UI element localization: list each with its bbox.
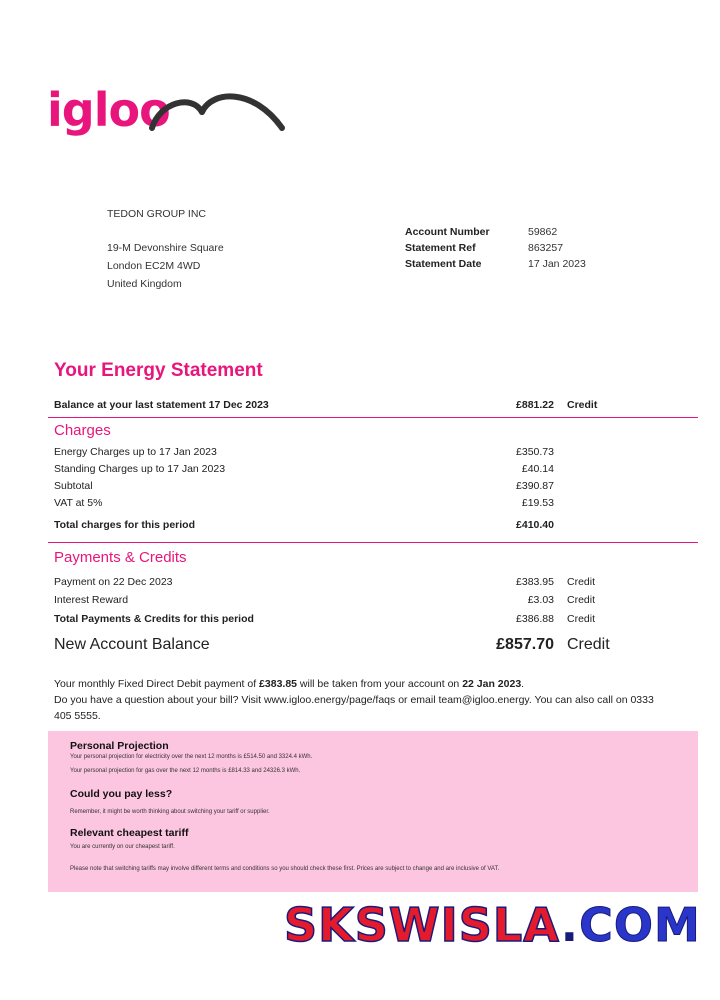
- charges-heading: Charges: [54, 422, 111, 439]
- watermark: [284, 898, 701, 952]
- payments-heading: Payments & Credits: [54, 549, 187, 566]
- row-amount: £19.53: [521, 497, 554, 509]
- statement-title: Your Energy Statement: [54, 360, 263, 381]
- watermark-dot: .: [560, 898, 580, 952]
- tariff-text: You are currently on our cheapest tariff.: [70, 844, 175, 850]
- logo-text: igloo: [47, 83, 170, 137]
- new-balance-row: [54, 636, 698, 658]
- new-balance-credit: Credit: [567, 636, 610, 653]
- payments-total-row: [54, 613, 698, 629]
- charges-total-label: Total charges for this period: [54, 519, 195, 531]
- projection-electricity: Your personal projection for electricity over the next 12 months is £514.50 and 3324.4 kWh.: [70, 754, 313, 760]
- last-balance-amount: £881.22: [516, 399, 554, 411]
- row-amount: £350.73: [516, 446, 554, 458]
- charges-total-amount: £410.40: [516, 519, 554, 531]
- payments-total-label: Total Payments & Credits for this period: [54, 613, 254, 625]
- payments-total-credit: Credit: [567, 613, 596, 625]
- notice-text: Your monthly Fixed Direct Debit payment of: [54, 678, 260, 690]
- table-row: [54, 497, 698, 513]
- row-label: Energy Charges up to 17 Jan 2023: [54, 446, 217, 458]
- row-credit: Credit: [567, 576, 596, 588]
- watermark-part2: COM: [579, 898, 701, 952]
- row-amount: £390.87: [516, 480, 554, 492]
- row-credit: Credit: [567, 594, 596, 606]
- divider: [48, 417, 698, 418]
- customer-name: TEDON GROUP INC: [107, 208, 206, 220]
- account-number-value: 59862: [528, 226, 558, 238]
- new-balance-amount: £857.70: [496, 636, 554, 653]
- contact-text: Do you have a question about your bill? Visit www.igloo.energy/page/faqs or email team@igloo.energy. You can also call on 0333 405 5555.: [54, 694, 654, 722]
- divider: [48, 542, 698, 543]
- direct-debit-text: [54, 676, 664, 692]
- address-line2: London EC2M 4WD: [107, 260, 201, 272]
- statement-date-value: 17 Jan 2023: [528, 258, 586, 270]
- new-balance-label: New Account Balance: [54, 636, 210, 653]
- last-balance-label: Balance at your last statement 17 Dec 2023: [54, 399, 269, 411]
- notice-date: 22 Jan 2023: [462, 678, 522, 690]
- address-line3: United Kingdom: [107, 278, 182, 290]
- table-row: [54, 594, 698, 610]
- disclaimer-text: Please note that switching tariffs may involve different terms and conditions so you should check these first. Prices are subject to change and are inclusive of VAT.: [70, 866, 500, 872]
- last-balance-row: [54, 399, 698, 415]
- account-number-label: Account Number: [405, 226, 490, 238]
- projection-gas: Your personal projection for gas over the next 12 months is £814.33 and 24326.3 kWh.: [70, 768, 301, 774]
- info-box: [48, 731, 698, 892]
- notice-text: .: [521, 678, 525, 690]
- statement-ref-label: Statement Ref: [405, 242, 476, 254]
- statement-date-label: Statement Date: [405, 258, 482, 270]
- row-label: Subtotal: [54, 480, 93, 492]
- last-balance-credit: Credit: [567, 399, 598, 411]
- watermark-part1: SKSWISLA: [284, 898, 561, 952]
- account-details: [405, 224, 586, 272]
- statement-ref-value: 863257: [528, 242, 564, 254]
- projection-heading: Personal Projection: [70, 740, 169, 752]
- address-line1: 19-M Devonshire Square: [107, 242, 224, 254]
- row-amount: £383.95: [516, 576, 554, 588]
- logo-arc-icon: [142, 84, 292, 134]
- row-label: Standing Charges up to 17 Jan 2023: [54, 463, 226, 475]
- row-label: Interest Reward: [54, 594, 129, 606]
- row-label: VAT at 5%: [54, 497, 103, 509]
- row-label: Payment on 22 Dec 2023: [54, 576, 173, 588]
- table-row: [54, 446, 698, 462]
- table-row: [54, 463, 698, 479]
- table-row: [54, 576, 698, 592]
- pay-less-text: Remember, it might be worth thinking about switching your tariff or supplier.: [70, 809, 270, 815]
- payments-total-amount: £386.88: [516, 613, 554, 625]
- row-amount: £40.14: [521, 463, 554, 475]
- row-amount: £3.03: [527, 594, 554, 606]
- table-row: [54, 480, 698, 496]
- charges-total-row: [54, 519, 698, 535]
- notice-text: will be taken from your account on: [297, 678, 463, 690]
- payment-notice: [54, 676, 664, 724]
- pay-less-heading: Could you pay less?: [70, 788, 173, 800]
- notice-amount: £383.85: [259, 678, 298, 690]
- tariff-heading: Relevant cheapest tariff: [70, 827, 189, 839]
